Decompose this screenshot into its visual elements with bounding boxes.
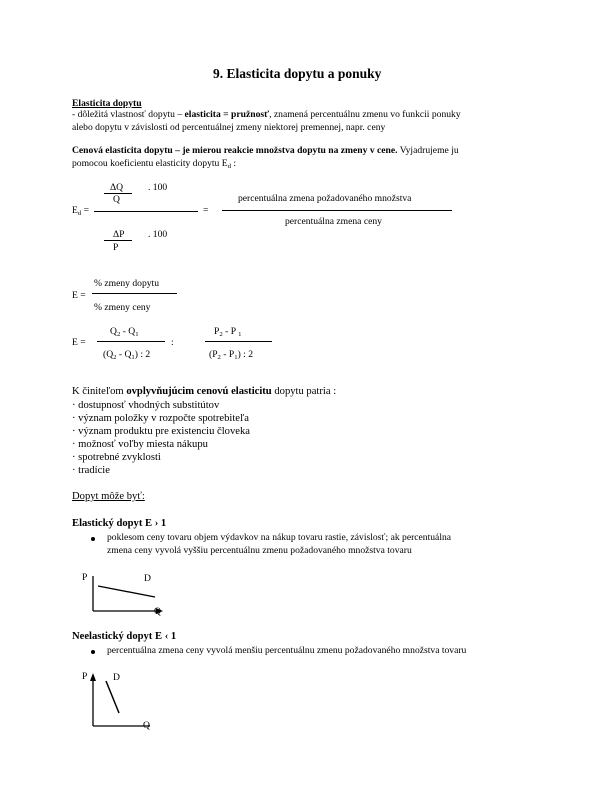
subscript: 1 — [238, 331, 242, 338]
elastic-heading: Elastický dopyt E › 1 — [72, 518, 167, 529]
text-run: dopytu patria : — [271, 386, 337, 397]
subscript: d — [77, 210, 82, 217]
text-run: K činiteľom — [72, 386, 127, 397]
q-label: Q — [113, 194, 120, 205]
page-title: 9. Elasticita dopytu a ponuky — [213, 66, 382, 81]
list-item: · význam položky v rozpočte spotrebiteľa — [72, 413, 249, 424]
text-run: : — [230, 158, 237, 169]
text-run: pomocou koeficientu elasticity dopytu E — [72, 158, 228, 169]
dopyt-heading: Dopyt môže byť: — [72, 491, 145, 502]
text-run: , znamená percentuálnu zmenu vo funkcii ponuky — [269, 109, 461, 120]
elastic-line1: poklesom ceny tovaru objem výdavkov na nákup tovaru rastie, závislosť; ak percentuálna — [107, 532, 452, 543]
times-100: . 100 — [148, 229, 168, 240]
text-run: - Q — [120, 326, 136, 337]
demand-curve — [106, 681, 119, 713]
subscript: 2 — [113, 354, 117, 361]
elastic-line2: zmena ceny vyvolá vyššiu percentuálnu zmenu požadovaného množstva tovaru — [107, 545, 412, 556]
axis-label-p: P — [82, 572, 88, 583]
text-run: = — [81, 205, 90, 216]
text-run: (P — [209, 349, 218, 360]
text-run-bold: elasticita = pružnosť — [184, 109, 270, 120]
text-run: - Q — [116, 349, 132, 360]
curve-label-d: D — [144, 573, 151, 584]
axis-label-q: Q — [154, 606, 161, 617]
subscript: 2 — [217, 354, 221, 361]
text-run: Q — [110, 326, 117, 337]
numerator-text: percentuálna zmena požadovaného množstva — [238, 193, 412, 204]
list-item: · tradície — [72, 465, 110, 476]
list-item: · význam produktu pre existenciu človeka — [72, 426, 250, 437]
section-heading-elasticita: Elasticita dopytu — [72, 98, 142, 109]
subscript: 1 — [131, 354, 135, 361]
text-run: Vyjadrujeme ju — [397, 145, 459, 156]
text-run: (Q — [103, 349, 114, 360]
equals-sign: = — [203, 205, 209, 216]
colon: : — [171, 337, 174, 348]
e-label: E = — [72, 290, 86, 301]
delta-q: ΔQ — [110, 182, 124, 193]
paragraph-line: alebo dopytu v závislosti od percentuálnej zmeny niektorej premennej, napr. ceny — [72, 122, 386, 133]
text-run: - P — [222, 326, 239, 337]
p-label: P — [113, 242, 119, 253]
list-item: · dostupnosť vhodných substitútov — [72, 400, 220, 411]
p-axis-arrow-icon — [90, 673, 96, 681]
e-label: E = — [72, 337, 86, 348]
inelastic-heading: Neelastický dopyt E ‹ 1 — [72, 631, 177, 642]
subscript: 2 — [219, 331, 223, 338]
text-run-bold: ovplyvňujúcim cenovú elasticitu — [126, 386, 272, 397]
times-100: . 100 — [148, 182, 168, 193]
text-run: P — [214, 326, 220, 337]
subscript: 1 — [234, 354, 238, 361]
inelastic-line1: percentuálna zmena ceny vyvolá menšiu percentuálnu zmenu požadovaného množstva tovaru — [107, 645, 467, 656]
text-run-bold: Cenová elasticita dopytu – je mierou reakcie množstva dopytu na zmeny v cene. — [72, 145, 398, 156]
subscript: 2 — [116, 331, 121, 338]
list-item: · možnosť voľby miesta nákupu — [72, 439, 208, 450]
denominator-text: percentuálna zmena ceny — [285, 216, 382, 227]
text-run: - P — [220, 349, 235, 360]
subscript: d — [227, 163, 231, 170]
text-run: E — [72, 205, 78, 216]
delta-p: ΔP — [113, 229, 125, 240]
axis-label-p: P — [82, 671, 88, 682]
denominator-text: % zmeny ceny — [94, 302, 151, 313]
text-run: - dôležitá vlastnosť dopytu – — [72, 109, 185, 120]
list-item: · spotrebné zvyklosti — [72, 452, 161, 463]
numerator-text: % zmeny dopytu — [94, 278, 160, 289]
axis-label-q: Q — [143, 720, 150, 731]
text-run: ) : 2 — [237, 349, 254, 360]
text-run: ) : 2 — [134, 349, 151, 360]
subscript: 1 — [135, 331, 139, 338]
curve-label-d: D — [113, 672, 120, 683]
